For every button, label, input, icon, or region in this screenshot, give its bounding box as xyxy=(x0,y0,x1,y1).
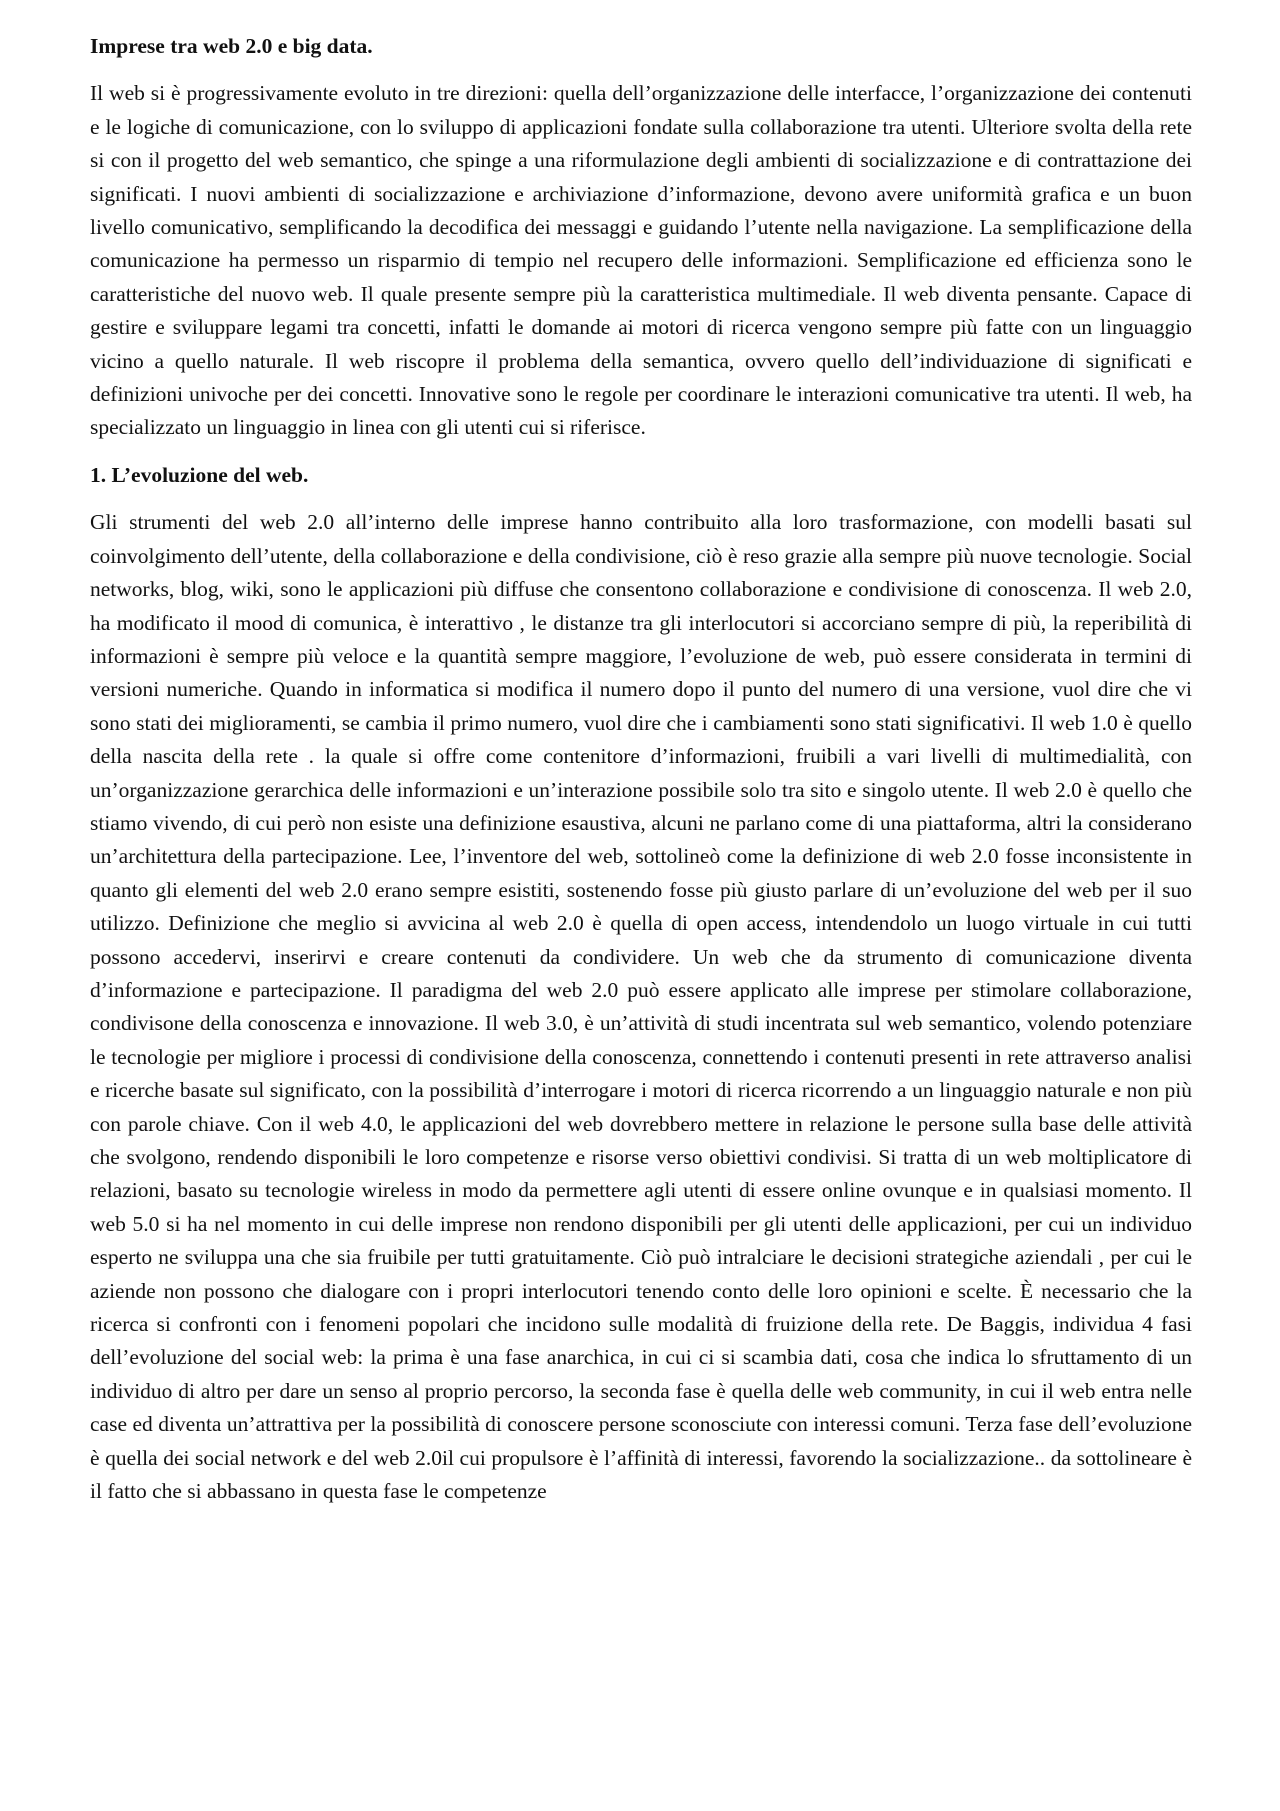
section-heading-evolution: 1. L’evoluzione del web. xyxy=(90,462,309,487)
document-title: Imprese tra web 2.0 e big data. xyxy=(90,34,373,58)
section-body-evolution: Gli strumenti del web 2.0 all’interno delle imprese hanno contribuito alla loro trasformazione, con modelli basati sul coinvolgimento dell’utente, della collaborazione e della condivisione, ciò è reso grazie alla sempre più nuove tecnologie. Social networks, blog, wiki, sono le applicazioni più diffuse che consentono collaborazione e condivisione di conoscenza. Il web 2.0, ha modificato il mood di comunica, è interattivo , le distanze tra gli interlocutori si accorciano sempre di più, la reperibilità di informazioni è sempre più veloce e la quantità sempre maggiore, l’evoluzione de web, può essere considerata in termini di versioni numeriche. Quando in informatica si modifica il numero dopo il punto del numero di una versione, vuol dire che vi sono stati dei miglioramenti, se cambia il primo numero, vuol dire che i cambiamenti sono stati significativi. Il web 1.0 è quello della nascita della rete . la quale si offre come contenitore d’informazioni, fruibili a vari livelli di multimedialità, con un’organizzazione gerarchica delle informazioni e un’interazione possibile solo tra sito e singolo utente. Il web 2.0 è quello che stiamo vivendo, di cui però non esiste una definizione esaustiva, alcuni ne parlano come di una piattaforma, altri la considerano un’architettura della partecipazione. Lee, l’inventore del web, sottolineò come la definizione di web 2.0 fosse inconsistente in quanto gli elementi del web 2.0 erano sempre esistiti, sostenendo fosse più giusto parlare di un’evoluzione del web per il suo utilizzo. Definizione che meglio si avvicina al web 2.0 è quella di open access, intendendolo un luogo virtuale in cui tutti possono accedervi, inserirvi e creare contenuti da condividere. Un web che da strumento di comunicazione diventa d’informazione e partecipazione. Il paradigma del web 2.0 può essere applicato alle imprese per stimolare collaborazione, condivisone della conoscenza e innovazione. Il web 3.0, è un’attività di studi incentrata sul web semantico, volendo potenziare le tecnologie per migliore i processi di condivisione della conoscenza, connettendo i contenuti presenti in rete attraverso analisi e ricerche basate sul significato, con la possibilità d’interrogare i motori di ricerca ricorrendo a un linguaggio naturale e non più con parole chiave. Con il web 4.0, le applicazioni del web dovrebbero mettere in relazione le persone sulla base delle attività che svolgono, rendendo disponibili le loro competenze e risorse verso obiettivi condivisi. Si tratta di un web moltiplicatore di relazioni, basato su tecnologie wireless in modo da permettere agli utenti di essere online ovunque e in qualsiasi momento. Il web 5.0 si ha nel momento in cui delle imprese non rendono disponibili per gli utenti delle applicazioni, per cui un individuo esperto ne sviluppa una che sia fruibile per tutti gratuitamente. Ciò può intralciare le decisioni strategiche aziendali , per cui le aziende non possono che dialogare con i propri interlocutori tenendo conto delle loro opinioni e scelte. È necessario che la ricerca si confronti con i fenomeni popolari che incidono sulle modalità di fruizione della rete. De Baggis, individua 4 fasi dell’evoluzione del social web: la prima è una fase anarchica, in cui ci si scambia dati, cosa che indica lo sfruttamento di un individuo di altro per dare un senso al proprio percorso, la seconda fase è quella delle web community, in cui il web entra nelle case ed diventa un’attrattiva per la possibilità di conoscere persone sconosciute con interessi comuni. Terza fase dell’evoluzione è quella dei social network e del web 2.0il cui propulsore è l’affinità di interessi, favorendo la socializzazione.. da sottolineare è il fatto che si abbassano in questa fase le competenze xyxy=(90,510,1192,1504)
intro-paragraph: Il web si è progressivamente evoluto in tre direzioni: quella dell’organizzazione delle interfacce, l’organizzazione dei contenuti e le logiche di comunicazione, con lo sviluppo di applicazioni fondate sulla collaborazione tra utenti. Ulteriore svolta della rete si con il progetto del web semantico, che spinge a una riformulazione degli ambienti di socializzazione e di contrattazione dei significati. I nuovi ambienti di socializzazione e archiviazione d’informazione, devono avere uniformità grafica e un buon livello comunicativo, semplificando la decodifica dei messaggi e guidando l’utente nella navigazione. La semplificazione della comunicazione ha permesso un risparmio di tempio nel recupero delle informazioni. Semplificazione ed efficienza sono le caratteristiche del nuovo web. Il quale presente sempre più la caratteristica multimediale. Il web diventa pensante. Capace di gestire e sviluppare legami tra concetti, infatti le domande ai motori di ricerca vengono sempre più fatte con un linguaggio vicino a quello naturale. Il web riscopre il problema della semantica, ovvero quello dell’individuazione di significati e definizioni univoche per dei concetti. Innovative sono le regole per coordinare le interazioni comunicative tra utenti. Il web, ha specializzato un linguaggio in linea con gli utenti cui si riferisce. xyxy=(90,81,1192,440)
document-page xyxy=(90,30,1192,1522)
